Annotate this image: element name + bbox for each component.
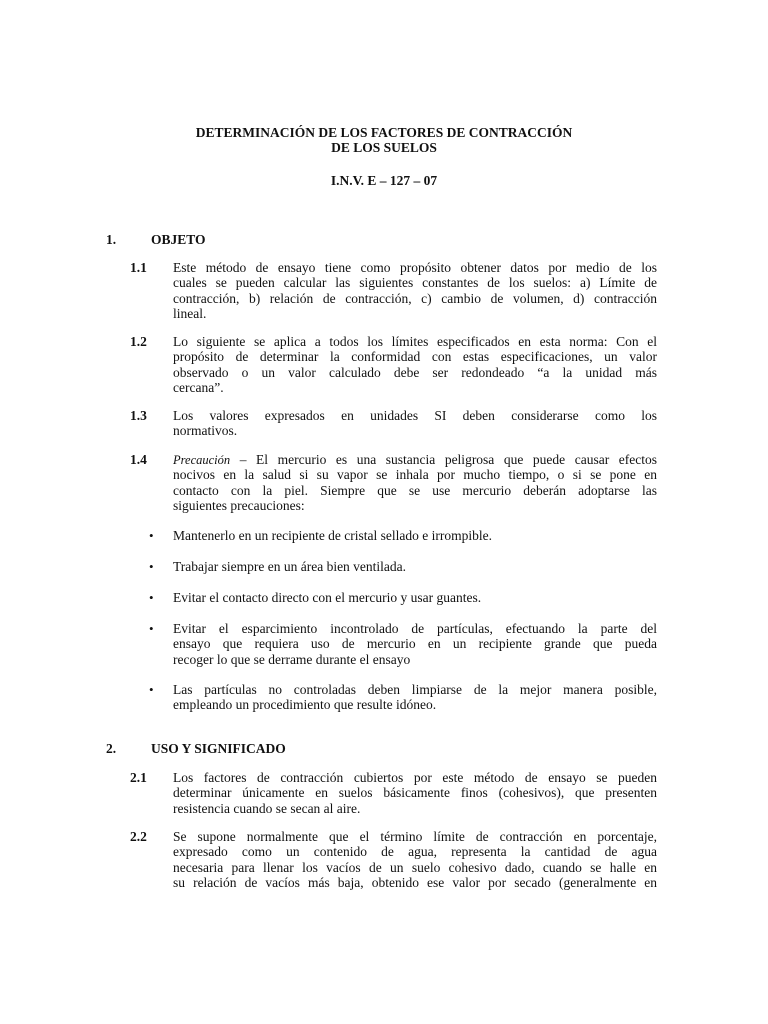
paragraph-line: Los valores expresados en unidades SI deben considerarse como los [173, 408, 657, 423]
paragraph-line: Este método de ensayo tiene como propósito obtener datos por medio de los [173, 260, 657, 275]
item-1-2-paragraph [173, 334, 657, 396]
bullet-item [173, 682, 657, 713]
document-title-line-1: DETERMINACIÓN DE LOS FACTORES DE CONTRACCIÓN [195, 125, 573, 140]
paragraph-line: normativos. [173, 423, 238, 439]
paragraph-line: expresado como un contenido de agua, representa la cantidad de agua [173, 844, 657, 860]
bullet-item [173, 590, 657, 605]
paragraph-line: Trabajar siempre en un área bien ventilada. [173, 559, 407, 574]
section-1-heading: OBJETO [151, 232, 206, 247]
precaution-label: Precaución [173, 453, 231, 467]
paragraph-line-text: – El mercurio es una sustancia peligrosa que puede causar efectos [230, 452, 657, 467]
paragraph-line: nocivos en la salud si su vapor se inhala por mucho tiempo, o si se pone en [173, 467, 657, 483]
document-title-line-2: DE LOS SUELOS [331, 140, 437, 155]
bullet-marker: • [149, 621, 154, 636]
paragraph-line [173, 452, 657, 467]
paragraph-line: contacto con la piel. Siempre que se use mercurio deberán adoptarse las [173, 482, 657, 498]
bullet-marker: • [149, 559, 154, 574]
bullet-marker: • [149, 590, 154, 605]
paragraph-line: siguientes precauciones: [173, 498, 305, 514]
bullet-marker: • [149, 528, 154, 543]
item-1-1-number: 1.1 [130, 260, 147, 275]
item-1-4-paragraph [173, 452, 657, 514]
paragraph-line: Evitar el esparcimiento incontrolado de partículas, efectuando la parte del [173, 621, 657, 636]
paragraph-line: Evitar el contacto directo con el mercurio y usar guantes. [173, 590, 482, 605]
bullet-item [173, 621, 657, 667]
paragraph-line: cuales se pueden calcular las siguientes constantes de los suelos: a) Límite de [173, 275, 657, 291]
section-1-number: 1. [106, 232, 117, 247]
bullet-marker: • [149, 682, 154, 697]
paragraph-line: cercana”. [173, 380, 224, 396]
paragraph-line: su relación de vacíos más baja, obtenido ese valor por secado (generalmente en [173, 875, 657, 891]
paragraph-line: Las partículas no controladas deben limpiarse de la mejor manera posible, [173, 682, 657, 697]
paragraph-line: propósito de determinar la conformidad con estas especificaciones, un valor [173, 349, 657, 365]
paragraph-line: Los factores de contracción cubiertos por este método de ensayo se pueden [173, 770, 657, 785]
paragraph-line: Se supone normalmente que el término límite de contracción en porcentaje, [173, 829, 657, 844]
section-2-heading: USO Y SIGNIFICADO [151, 741, 286, 756]
item-1-3-paragraph [173, 408, 657, 439]
standard-code: I.N.V. E – 127 – 07 [330, 173, 438, 188]
item-2-2-number: 2.2 [130, 829, 147, 844]
item-2-1-number: 2.1 [130, 770, 147, 785]
paragraph-line: necesaria para llenar los vacíos de un suelo cohesivo dado, cuando se halle en [173, 859, 657, 875]
paragraph-line: ensayo que requiera uso de mercurio en un recipiente grande que pueda [173, 636, 657, 652]
paragraph-line: resistencia cuando se secan al aire. [173, 800, 361, 816]
paragraph-line: determinar únicamente en suelos básicamente finos (cohesivos), que presenten [173, 785, 657, 801]
paragraph-line: observado o un valor calculado debe ser redondeado “a la unidad más [173, 364, 657, 380]
item-2-1-paragraph [173, 770, 657, 816]
item-1-1-paragraph [173, 260, 657, 322]
paragraph-line: Lo siguiente se aplica a todos los límites especificados en esta norma: Con el [173, 334, 657, 349]
section-2-number: 2. [106, 741, 117, 756]
paragraph-line: contracción, b) relación de contracción, c) cambio de volumen, d) contracción [173, 290, 657, 306]
item-1-3-number: 1.3 [130, 408, 147, 423]
bullet-item [173, 528, 657, 543]
paragraph-line: Mantenerlo en un recipiente de cristal sellado e irrompible. [173, 528, 493, 543]
item-1-2-number: 1.2 [130, 334, 147, 349]
item-1-4-number: 1.4 [130, 452, 147, 467]
paragraph-line: recoger lo que se derrame durante el ensayo [173, 651, 411, 667]
paragraph-line: lineal. [173, 306, 207, 322]
paragraph-line: empleando un procedimiento que resulte idóneo. [173, 697, 437, 713]
bullet-item [173, 559, 657, 574]
item-2-2-paragraph [173, 829, 657, 891]
